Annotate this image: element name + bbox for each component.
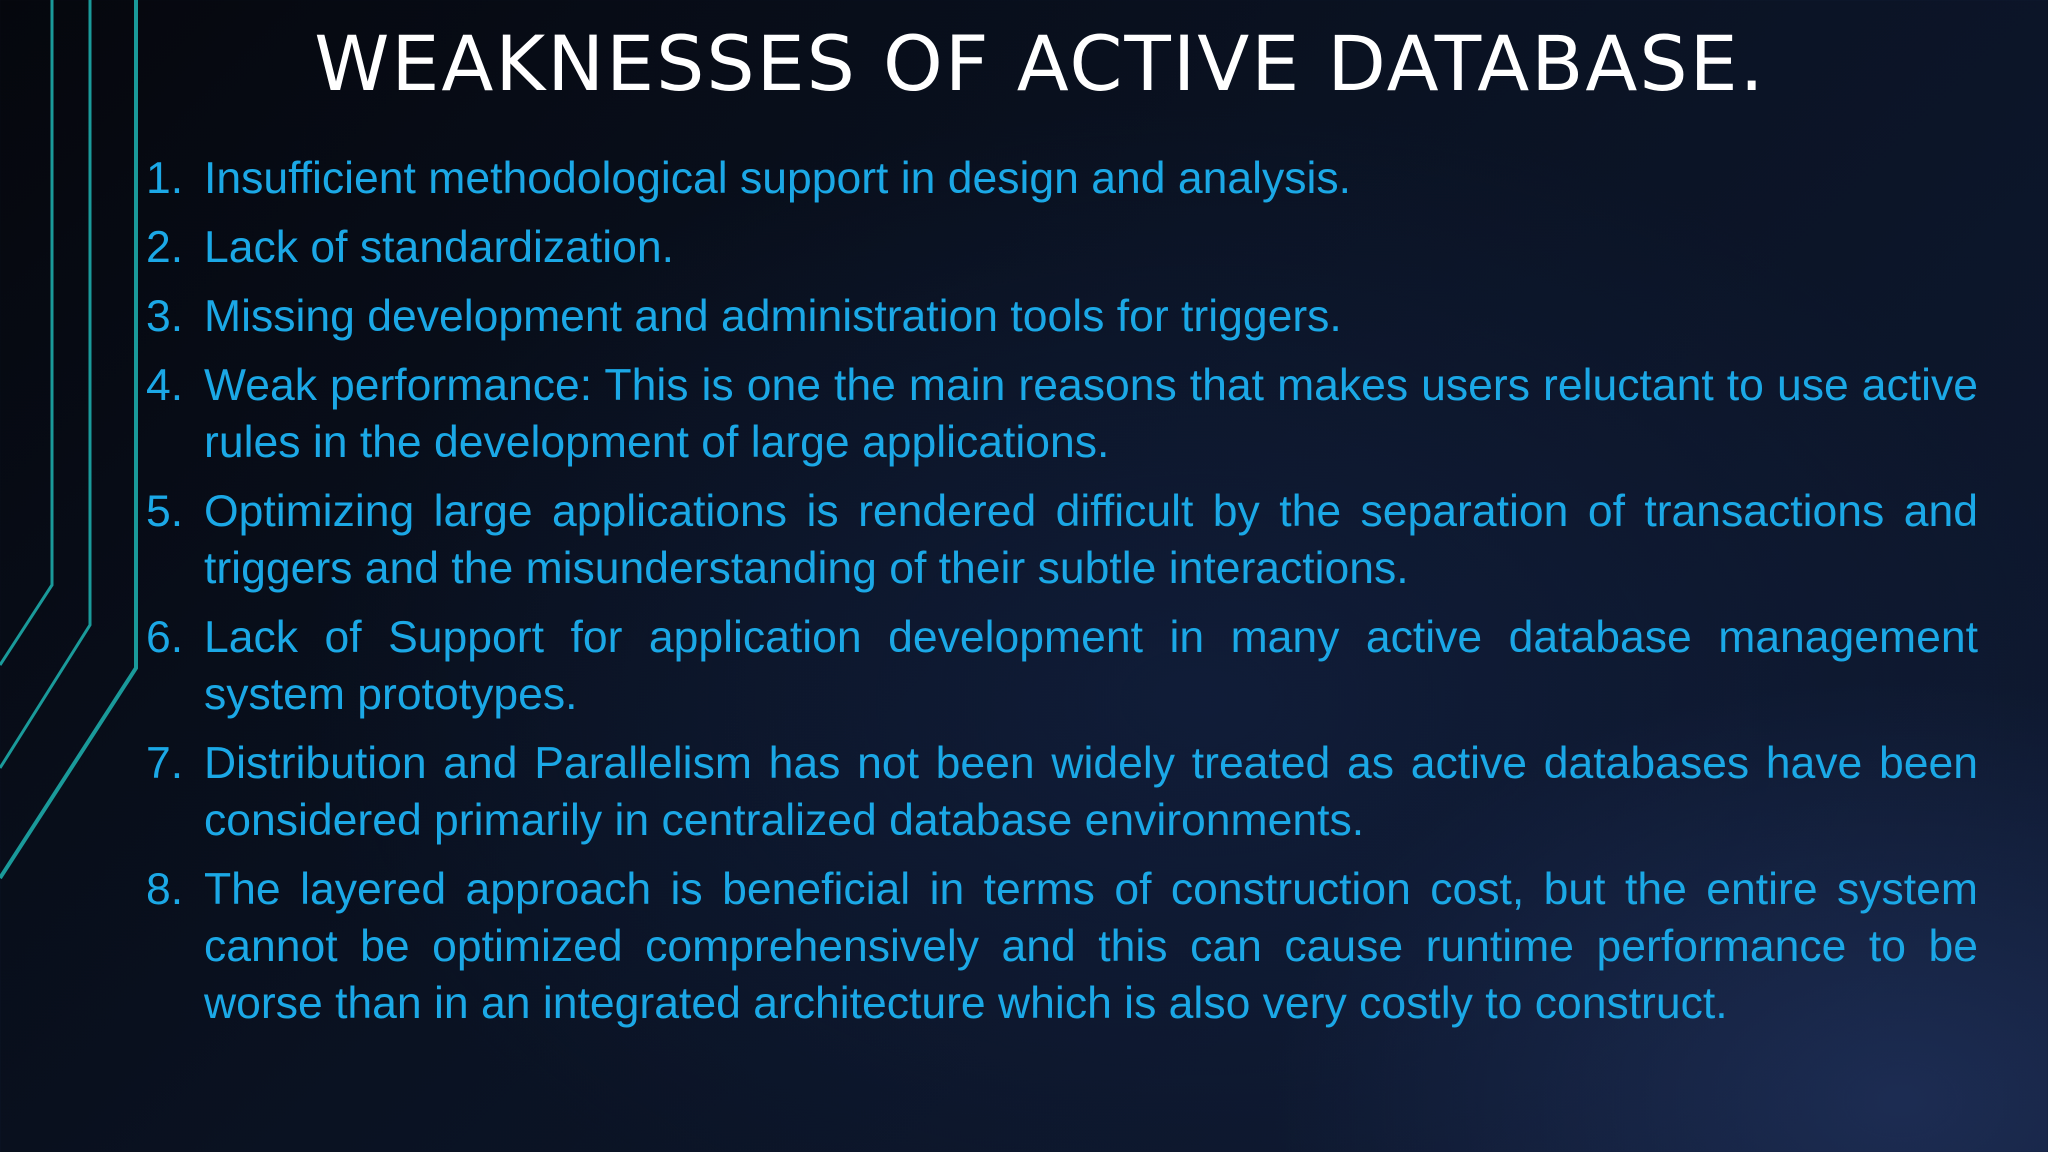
item-text: Distribution and Parallelism has not been widely treated as active databases have been considered primarily in centralized database environments. bbox=[204, 739, 1978, 845]
item-text: Optimizing large applications is rendered difficult by the separation of transactions and triggers and the misunderstanding of their subtle interactions. bbox=[204, 487, 1978, 593]
list-item bbox=[146, 483, 1978, 597]
item-text: Insufficient methodological support in design and analysis. bbox=[204, 154, 1352, 203]
list-item bbox=[146, 735, 1978, 849]
item-number: 3. bbox=[146, 292, 184, 341]
list-item bbox=[146, 219, 1978, 276]
decorative-circuit-lines bbox=[0, 0, 160, 1152]
slide-title: WEAKNESSES OF ACTIVE DATABASE. bbox=[314, 19, 1766, 108]
decorative-line-3 bbox=[0, 0, 136, 878]
decorative-line-2 bbox=[0, 0, 90, 768]
item-text: Lack of standardization. bbox=[204, 223, 675, 272]
item-text: Lack of Support for application development in many active database management system prototypes. bbox=[204, 613, 1978, 719]
list-item bbox=[146, 861, 1978, 1032]
weaknesses-list bbox=[146, 150, 1978, 1044]
item-number: 7. bbox=[146, 739, 184, 788]
item-number: 5. bbox=[146, 487, 184, 536]
item-text: The layered approach is beneficial in terms of construction cost, but the entire system cannot be optimized comprehensively and this can cause runtime performance to be worse than in an integrated architecture which is also very costly to construct. bbox=[204, 865, 1978, 1028]
item-number: 4. bbox=[146, 361, 184, 410]
item-number: 1. bbox=[146, 154, 184, 203]
item-number: 8. bbox=[146, 865, 184, 914]
item-number: 2. bbox=[146, 223, 184, 272]
list-item bbox=[146, 609, 1978, 723]
item-text: Weak performance: This is one the main reasons that makes users reluctant to use active rules in the development of large applications. bbox=[204, 361, 1978, 467]
list-item bbox=[146, 150, 1978, 207]
item-text: Missing development and administration tools for triggers. bbox=[204, 292, 1342, 341]
item-number: 6. bbox=[146, 613, 184, 662]
list-item bbox=[146, 288, 1978, 345]
list-item bbox=[146, 357, 1978, 471]
